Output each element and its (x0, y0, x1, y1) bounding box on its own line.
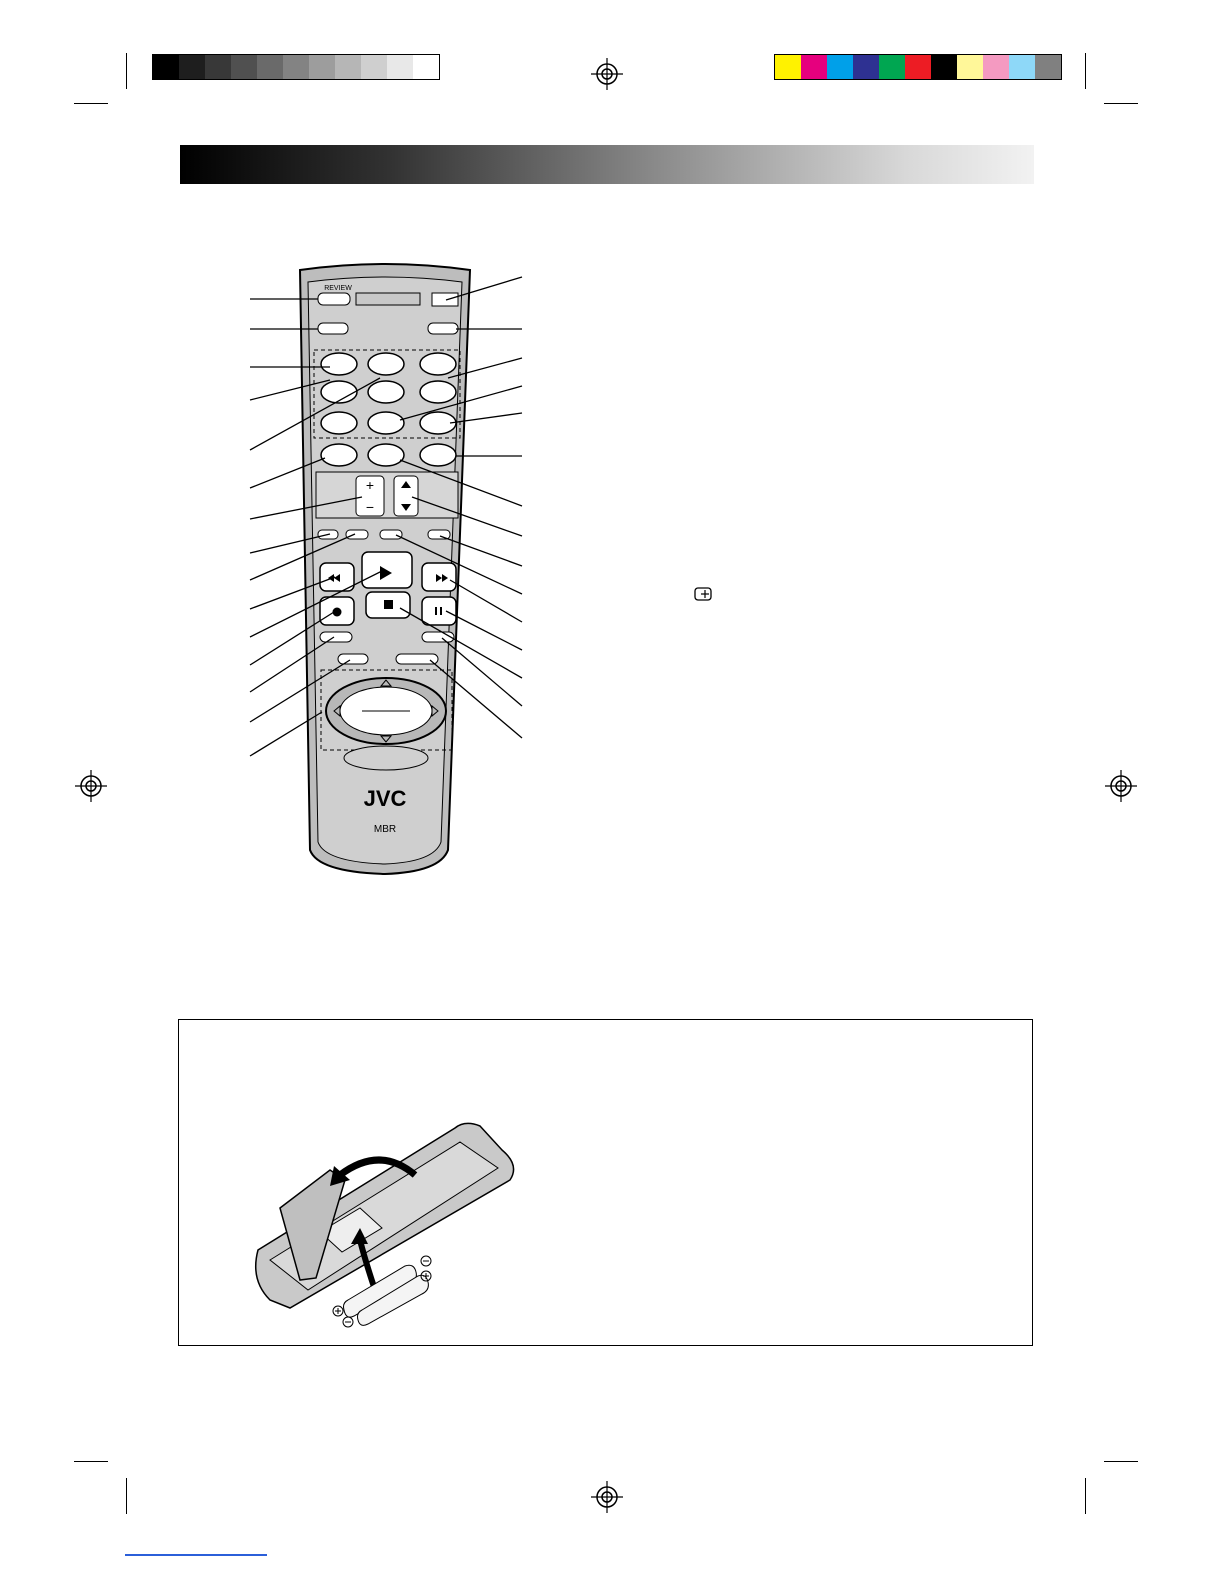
color-swatch (205, 55, 231, 79)
color-swatch (1035, 55, 1061, 79)
color-swatch (231, 55, 257, 79)
svg-text:−: − (365, 499, 375, 515)
color-swatch (413, 55, 439, 79)
color-swatch (775, 55, 801, 79)
svg-text:+: + (365, 477, 375, 493)
grey-scale-bar (152, 54, 440, 80)
remote-sub-brand: MBR (373, 824, 397, 835)
crop-mark (1104, 1461, 1138, 1462)
color-swatch (361, 55, 387, 79)
color-swatch (335, 55, 361, 79)
remote-brand: JVC (363, 786, 407, 811)
color-swatch (983, 55, 1009, 79)
section-header-bar (180, 145, 1034, 184)
color-swatch (931, 55, 957, 79)
color-swatch (179, 55, 205, 79)
color-swatch (879, 55, 905, 79)
crop-mark (1085, 1478, 1086, 1514)
color-swatch (387, 55, 413, 79)
color-swatch (257, 55, 283, 79)
color-swatch (957, 55, 983, 79)
bottom-link-underline (125, 1554, 267, 1556)
color-swatch (153, 55, 179, 79)
color-swatch (1009, 55, 1035, 79)
color-bar (774, 54, 1062, 80)
crop-mark (1104, 103, 1138, 104)
crop-mark (74, 103, 108, 104)
registration-mark-icon (591, 1481, 623, 1513)
battery-installation-illustration (250, 1120, 520, 1330)
crop-mark (126, 1478, 127, 1514)
color-swatch (801, 55, 827, 79)
crop-mark (74, 1461, 108, 1462)
registration-mark-icon (1105, 770, 1137, 802)
crop-mark (1085, 53, 1086, 89)
registration-mark-icon (75, 770, 107, 802)
registration-mark-icon (591, 58, 623, 90)
color-swatch (853, 55, 879, 79)
color-swatch (309, 55, 335, 79)
display-icon (694, 587, 712, 601)
crop-mark (126, 53, 127, 89)
color-swatch (283, 55, 309, 79)
remote-top-label: REVIEW (324, 285, 352, 292)
color-swatch (827, 55, 853, 79)
color-swatch (905, 55, 931, 79)
remote-control-illustration (240, 260, 540, 880)
